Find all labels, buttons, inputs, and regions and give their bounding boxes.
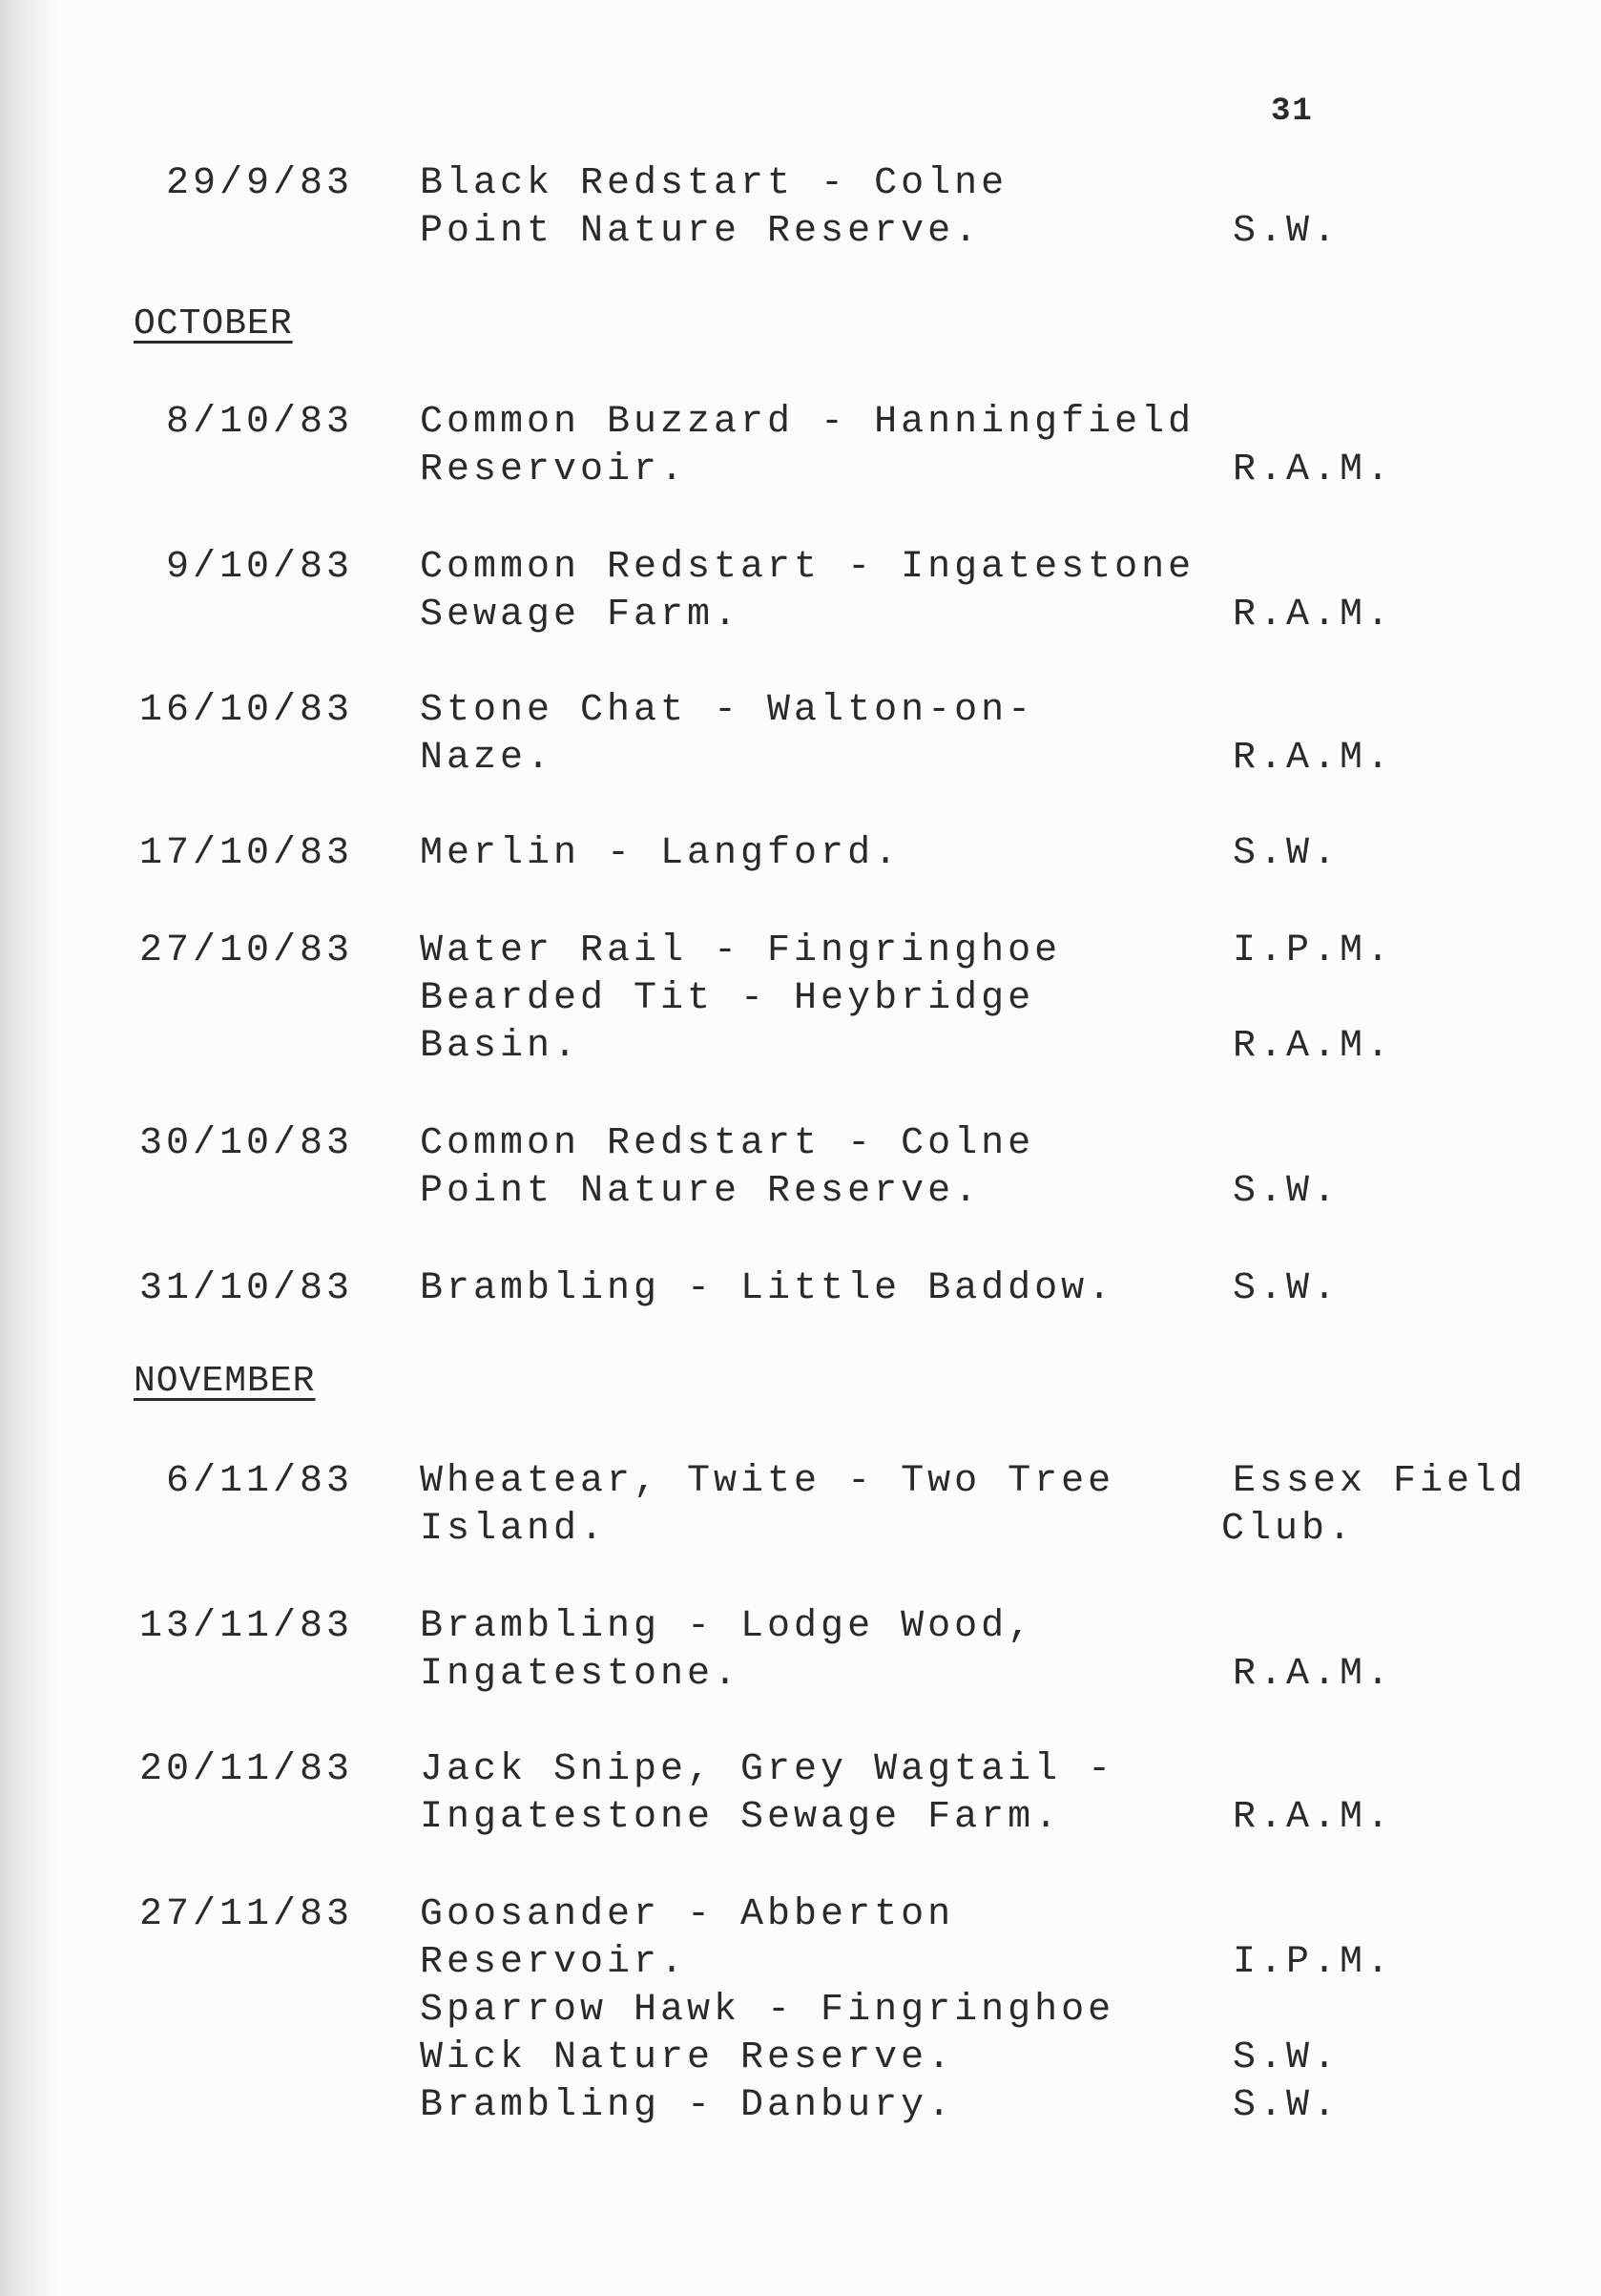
entry-observer: S.W. bbox=[1233, 1170, 1341, 1213]
entry-date: 20/11/83 bbox=[138, 1748, 353, 1791]
entry-text: Brambling - Danbury. bbox=[420, 2084, 955, 2127]
entry-date: 13/11/83 bbox=[138, 1605, 353, 1648]
entry-text: Bearded Tit - Heybridge bbox=[420, 977, 1035, 1020]
entry-text: Goosander - Abberton bbox=[420, 1893, 955, 1936]
page-number: 31 bbox=[1271, 94, 1314, 130]
entry-text: Point Nature Reserve. bbox=[420, 210, 982, 253]
entry-text: Wheatear, Twite - Two Tree bbox=[420, 1460, 1115, 1503]
entry-text: Ingatestone. bbox=[420, 1653, 741, 1696]
entry-date: 9/10/83 bbox=[165, 546, 353, 589]
entry-observer: Club. bbox=[1221, 1508, 1356, 1551]
entry-text: Ingatestone Sewage Farm. bbox=[420, 1796, 1062, 1839]
entry-date: 6/11/83 bbox=[165, 1460, 353, 1503]
entry-text: Basin. bbox=[420, 1025, 581, 1068]
entry-text: Brambling - Little Baddow. bbox=[420, 1267, 1115, 1310]
entry-observer: I.P.M. bbox=[1233, 929, 1394, 972]
entry-text: Stone Chat - Walton-on- bbox=[420, 689, 1035, 732]
entry-date: 16/10/83 bbox=[138, 689, 353, 732]
entry-observer: R.A.M. bbox=[1233, 1653, 1394, 1696]
entry-observer: R.A.M. bbox=[1233, 1025, 1394, 1068]
entry-date: 17/10/83 bbox=[138, 832, 353, 875]
entry-text: Common Redstart - Ingatestone bbox=[420, 546, 1196, 589]
entry-text: Sparrow Hawk - Fingringhoe bbox=[420, 1989, 1115, 2032]
month-heading-november: NOVEMBER bbox=[134, 1361, 316, 1402]
entry-text: Sewage Farm. bbox=[420, 594, 741, 637]
entry-text: Reservoir. bbox=[420, 1941, 688, 1984]
entry-observer: R.A.M. bbox=[1233, 449, 1394, 491]
entry-observer: Essex Field bbox=[1233, 1460, 1528, 1503]
entry-text: Common Buzzard - Hanningfield bbox=[420, 401, 1196, 444]
entry-observer: S.W. bbox=[1233, 1267, 1341, 1310]
entry-text: Island. bbox=[420, 1508, 608, 1551]
entry-date: 30/10/83 bbox=[138, 1122, 353, 1165]
entry-date: 27/11/83 bbox=[138, 1893, 353, 1936]
entry-observer: I.P.M. bbox=[1233, 1941, 1394, 1984]
entry-text: Reservoir. bbox=[420, 449, 688, 491]
entry-text: Brambling - Lodge Wood, bbox=[420, 1605, 1035, 1648]
entry-text: Jack Snipe, Grey Wagtail - bbox=[420, 1748, 1115, 1791]
entry-observer: S.W. bbox=[1233, 2084, 1341, 2127]
entry-observer: R.A.M. bbox=[1233, 737, 1394, 780]
entry-text: Wick Nature Reserve. bbox=[420, 2036, 955, 2079]
entry-observer: R.A.M. bbox=[1233, 594, 1394, 637]
entry-observer: S.W. bbox=[1233, 832, 1341, 875]
entry-text: Water Rail - Fingringhoe bbox=[420, 929, 1062, 972]
entry-text: Black Redstart - Colne bbox=[420, 162, 1008, 205]
entry-date: 27/10/83 bbox=[138, 929, 353, 972]
entry-text: Common Redstart - Colne bbox=[420, 1122, 1035, 1165]
entry-text: Merlin - Langford. bbox=[420, 832, 902, 875]
entry-date: 8/10/83 bbox=[165, 401, 353, 444]
entry-observer: R.A.M. bbox=[1233, 1796, 1394, 1839]
entry-observer: S.W. bbox=[1233, 2036, 1341, 2079]
entry-observer: S.W. bbox=[1233, 210, 1341, 253]
entry-date: 29/9/83 bbox=[165, 162, 353, 205]
entry-text: Point Nature Reserve. bbox=[420, 1170, 982, 1213]
month-heading-october: OCTOBER bbox=[134, 303, 293, 344]
entry-text: Naze. bbox=[420, 737, 554, 780]
entry-date: 31/10/83 bbox=[138, 1267, 353, 1310]
